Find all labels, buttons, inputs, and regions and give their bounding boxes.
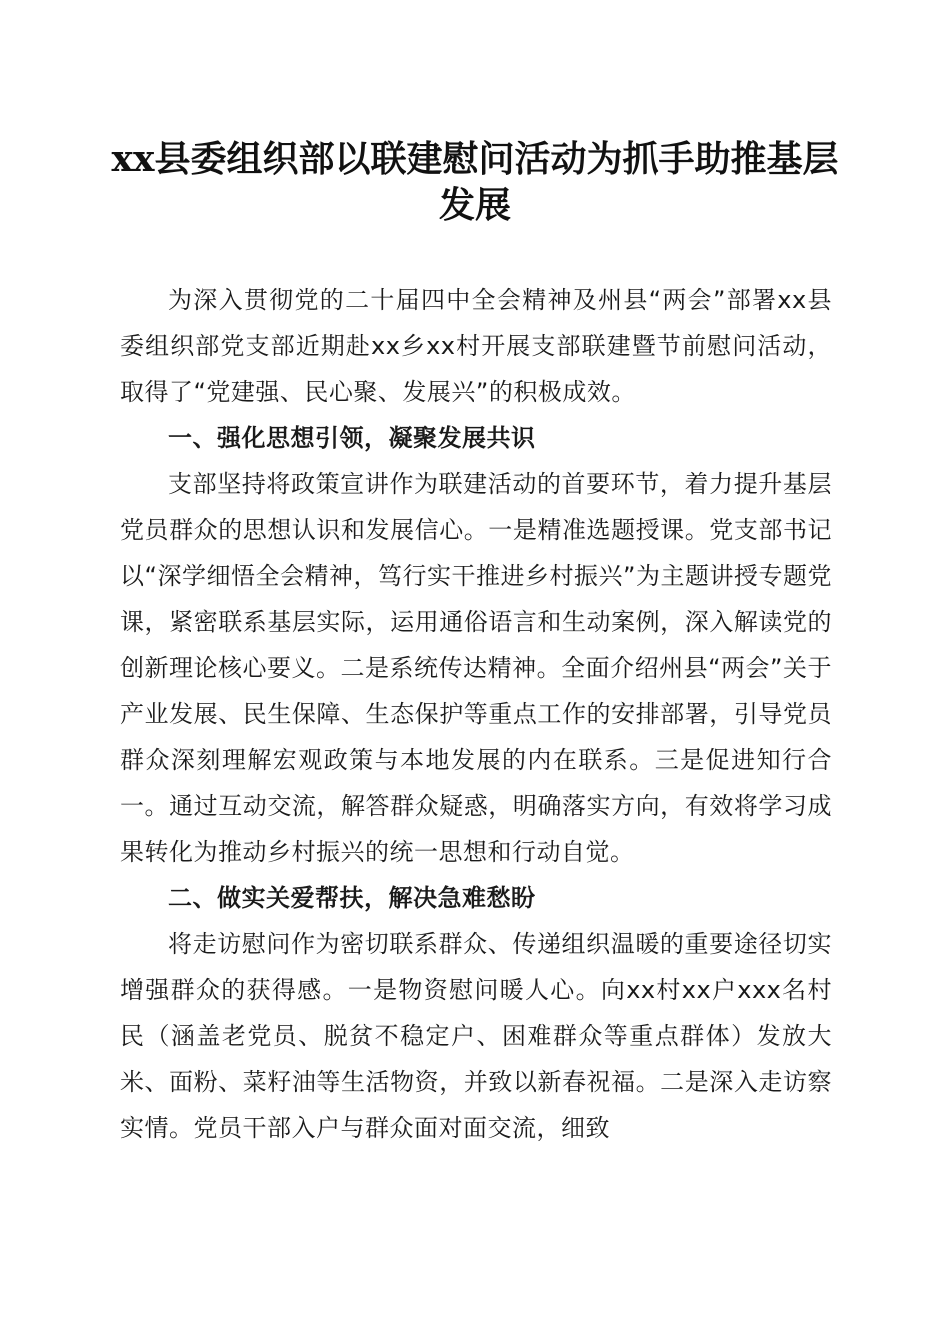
intro-paragraph: 为深入贯彻党的二十届四中全会精神及州县“两会”部署xx县委组织部党支部近期赴xx乡xx村开展支部联建暨节前慰问活动，取得了“党建强、民心聚、发展兴”的积极成效。 [120, 286, 832, 406]
section-1-paragraph: 支部坚持将政策宣讲作为联建活动的首要环节，着力提升基层党员群众的思想认识和发展信心。一是精准选题授课。党支部书记以“深学细悟全会精神，笃行实干推进乡村振兴”为主题讲授专题党课，紧密联系基层实际，运用通俗语言和生动案例，深入解读党的创新理论核心要义。二是系统传达精神。全面介绍州县“两会”关于产业发展、民生保障、生态保护等重点工作的安排部署，引导党员群众深刻理解宏观政策与本地发展的内在联系。三是促进知行合一。通过互动交流，解答群众疑惑，明确落实方向，有效将学习成果转化为推动乡村振兴的统一思想和行动自觉。 [120, 470, 832, 866]
section-heading-1: 一、强化思想引领，凝聚发展共识 [168, 424, 536, 452]
section-heading-2: 二、做实关爱帮扶，解决急难愁盼 [168, 884, 536, 912]
section-2-paragraph: 将走访慰问作为密切联系群众、传递组织温暖的重要途径切实增强群众的获得感。一是物资慰问暖人心。向xx村xx户xxx名村民（涵盖老党员、脱贫不稳定户、困难群众等重点群体）发放大米、面粉、菜籽油等生活物资，并致以新春祝福。二是深入走访察实情。党员干部入户与群众面对面交流，细致 [120, 930, 832, 1142]
document-body [120, 277, 832, 1151]
document-title: xx县委组织部以联建慰问活动为抓手助推基层发展 [111, 138, 839, 226]
